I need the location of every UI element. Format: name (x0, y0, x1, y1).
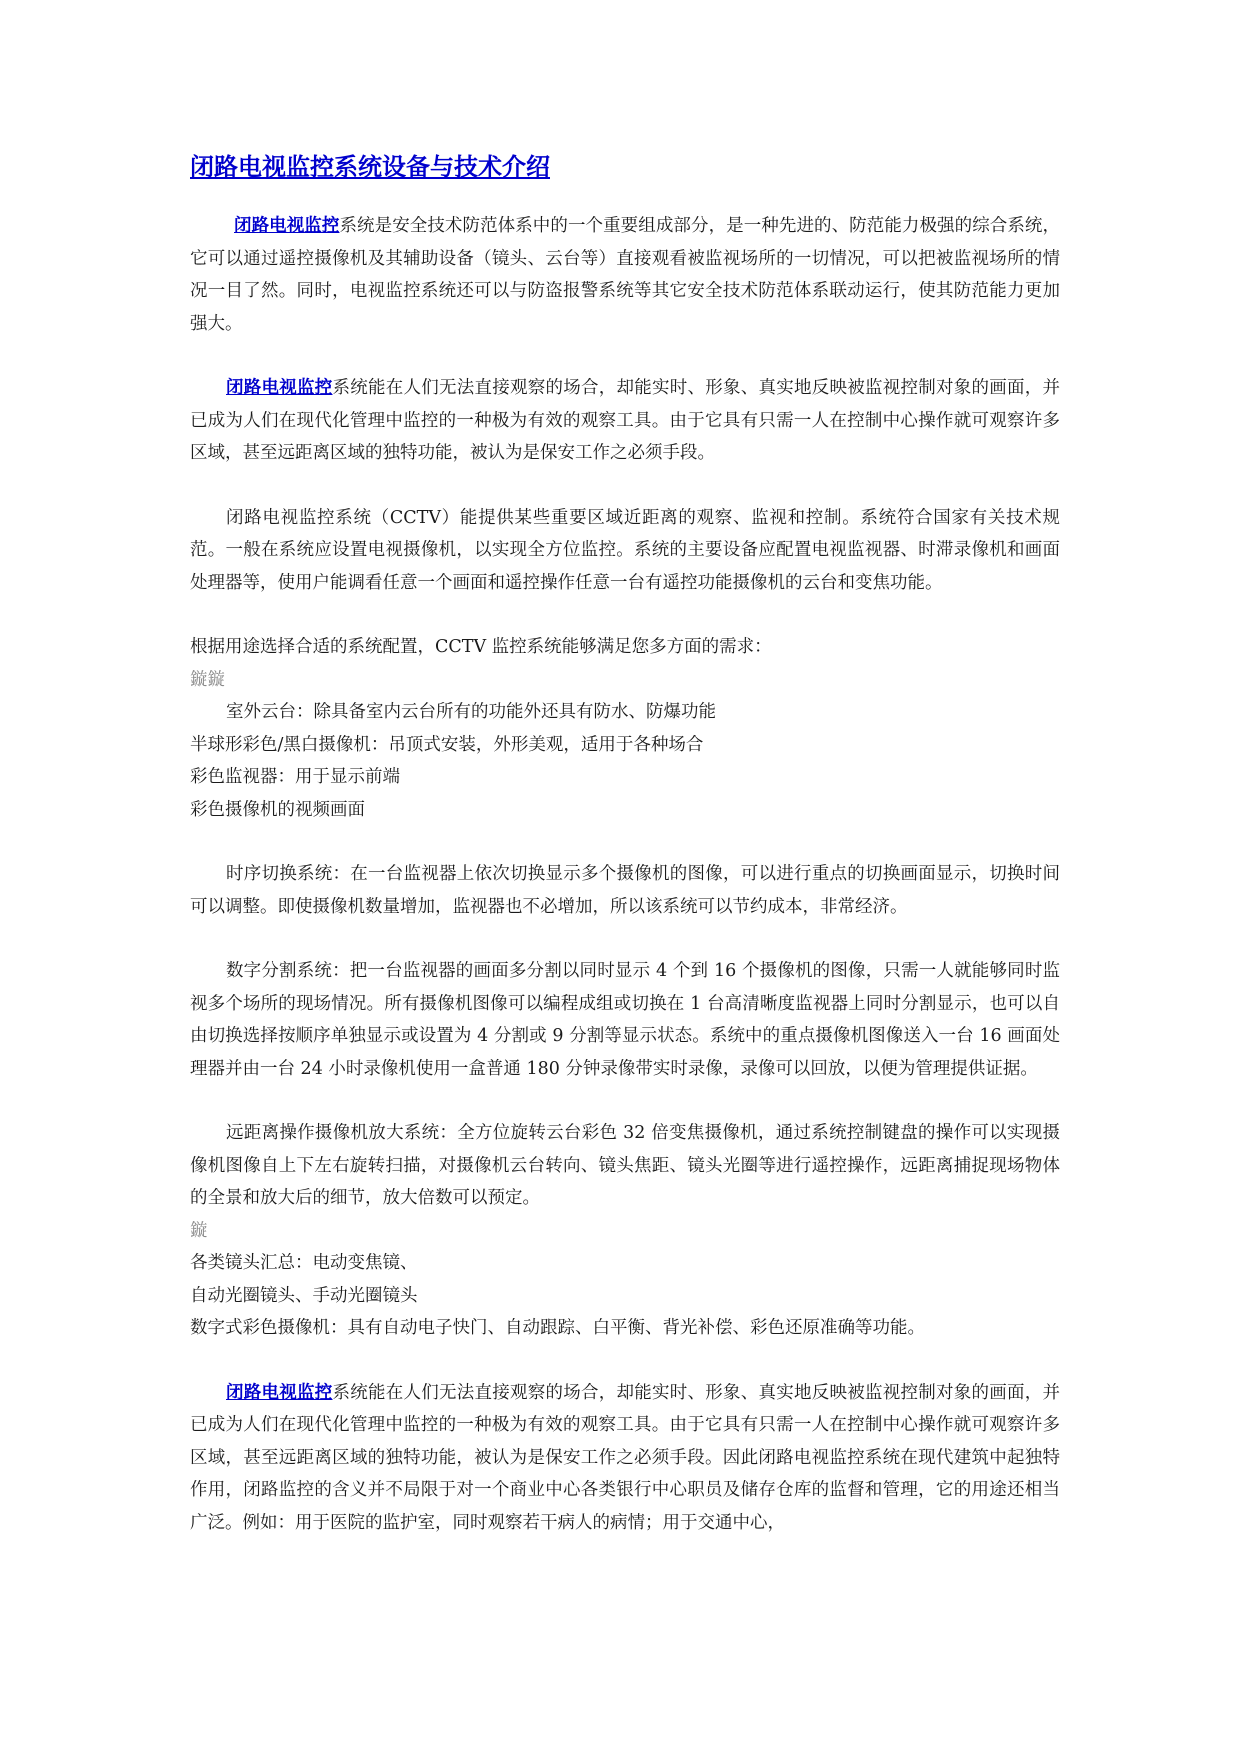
list-item: 各类镜头汇总：电动变焦镜、 (190, 1253, 418, 1273)
garbled-glyph: 鏇 (190, 1220, 208, 1241)
list-item: 数字式彩色摄像机：具有自动电子快门、自动跟踪、白平衡、背光补偿、彩色还原准确等功能。 (190, 1318, 925, 1338)
cctv-link[interactable]: 闭路电视监控 (226, 1382, 333, 1403)
cctv-link[interactable]: 闭路电视监控 (234, 216, 340, 236)
paragraph-text: 系统能在人们无法直接观察的场合，却能实时、形象、真实地反映被监视控制对象的画面，并已成为人们在现代化管理中监控的一种极为有效的观察工具。由于它具有只需一人在控制中心操作就可观察许多区域，甚至远距离区域的独特功能，被认为是保安工作之必须手段。 (190, 378, 1060, 463)
garbled-glyph: 鏇鏇 (190, 669, 225, 690)
cctv-link[interactable]: 闭路电视监控 (226, 378, 333, 398)
list-item: 彩色摄像机的视频画面 (190, 799, 365, 820)
configuration-list (190, 631, 1060, 826)
list-item: 自动光圈镜头、手动光圈镜头 (190, 1285, 418, 1306)
paragraph-remote-zoom: 远距离操作摄像机放大系统：全方位旋转云台彩色 32 倍变焦摄像机，通过系统控制键盘的操作可以实现摄像机图像自上下左右旋转扫描，对摄像机云台转向、镜头焦距、镜头光圈等进行遥控操作，远距离捕捉现场物体的全景和放大后的细节，放大倍数可以预定。 (190, 1123, 1060, 1208)
paragraph-text: 系统是安全技术防范体系中的一个重要组成部分，是一种先进的、防范能力极强的综合系统，它可以通过遥控摄像机及其辅助设备（镜头、云台等）直接观看被监视场所的一切情况，可以把被监视场所的情况一目了然。同时，电视监控系统还可以与防盗报警系统等其它安全技术防范体系联动运行，使其防范能力更加强大。 (190, 216, 1061, 334)
paragraph-applications (190, 1377, 1060, 1540)
page-title[interactable]: 闭路电视监控系统设备与技术介绍 (190, 152, 550, 181)
paragraph-sequential-switching: 时序切换系统：在一台监视器上依次切换显示多个摄像机的图像，可以进行重点的切换画面显示，切换时间可以调整。即使摄像机数量增加，监视器也不必增加，所以该系统可以节约成本，非常经济。 (190, 864, 1060, 917)
lens-list (190, 1215, 1060, 1345)
paragraph-intro (190, 210, 1060, 340)
paragraph-cctv-overview: 闭路电视监控系统（CCTV）能提供某些重要区域近距离的观察、监视和控制。系统符合国家有关技术规范。一般在系统应设置电视摄像机，以实现全方位监控。系统的主要设备应配置电视监视器、时滞录像机和画面处理器等，使用户能调看任意一个画面和遥控操作任意一台有遥控功能摄像机的云台和变焦功能。 (190, 507, 1060, 593)
document-page (190, 150, 1060, 1571)
list-item: 室外云台：除具备室内云台所有的功能外还具有防水、防爆功能 (226, 702, 716, 722)
paragraph-usage (190, 372, 1060, 470)
list-item: 彩色监视器：用于显示前端 (190, 767, 400, 787)
paragraph-digital-split: 数字分割系统：把一台监视器的画面多分割以同时显示 4 个到 16 个摄像机的图像，只需一人就能够同时监视多个场所的现场情况。所有摄像机图像可以编程成组或切换在 1 台高清晰度监视器上同时分割显示，也可以自由切换选择按顺序单独显示或设置为 4 分割或 9 分割等显示状态。系统中的重点摄像机图像送入一台 16 画面处理器并由一台 24 小时录像机使用一盒普通 180 分钟录像带实时录像，录像可以回放，以便为管理提供证据。 (190, 961, 1060, 1079)
list-item: 半球形彩色/黑白摄像机：吊顶式安装，外形美观，适用于各种场合 (190, 734, 704, 755)
list-intro: 根据用途选择合适的系统配置，CCTV 监控系统能够满足您多方面的需求： (190, 637, 772, 657)
paragraph-text: 系统能在人们无法直接观察的场合，却能实时、形象、真实地反映被监视控制对象的画面，并已成为人们在现代化管理中监控的一种极为有效的观察工具。由于它具有只需一人在控制中心操作就可观察许多区域，甚至远距离区域的独特功能，被认为是保安工作之必须手段。因此闭路电视监控系统在现代建筑中起独特作用，闭路监控的含义并不局限于对一个商业中心各类银行中心职员及储存仓库的监督和管理，它的用途还相当广泛。例如：用于医院的监护室，同时观察若干病人的病情；用于交通中心， (190, 1382, 1060, 1533)
